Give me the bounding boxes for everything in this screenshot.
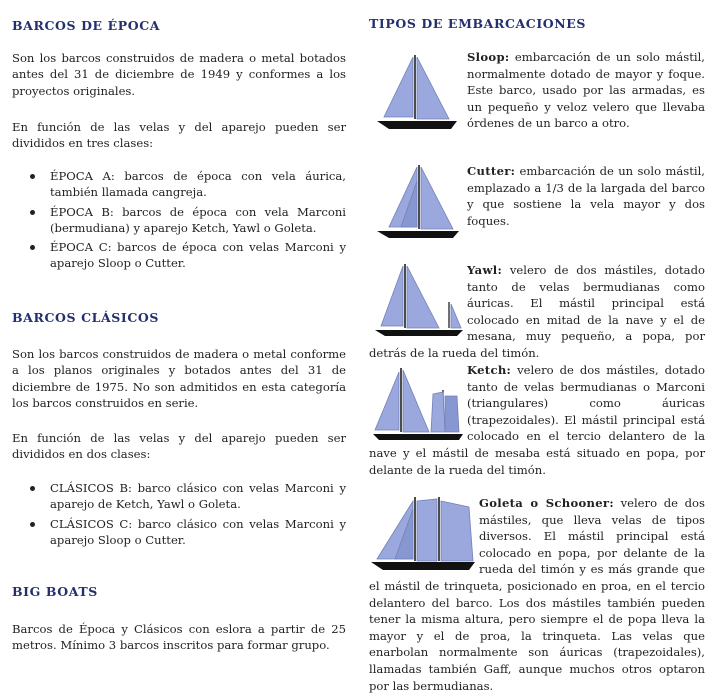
yawl-icon: [369, 262, 467, 338]
clasicos-list: [12, 480, 346, 551]
boat-name: Sloop:: [467, 50, 510, 64]
sloop-icon: [369, 49, 467, 133]
list-item: ÉPOCA A: barcos de época con vela áurica, también llamada cangreja.: [12, 168, 346, 201]
bullet-icon: [30, 522, 35, 527]
boat-name: Ketch:: [467, 363, 512, 377]
clasicos-division: En función de las velas y del aparejo pueden ser divididos en dos clases:: [12, 431, 346, 462]
boat-yawl: [369, 262, 705, 362]
boat-ketch: [369, 362, 705, 478]
ketch-icon: [369, 362, 467, 442]
boat-description: velero de dos mástiles, dotado tanto de velas bermudianas como áuricas. El mástil principal está colocado en mitad de la nave y el de mesana, muy pequeño, a popa, por detrás de la rueda del timón.: [369, 263, 705, 360]
epoca-list: [12, 168, 346, 275]
boat-description: velero de dos mástiles, dotado tanto de velas bermudianas o Marconi (triangulares) como áuricas (trapezoidales). El mástil principal está colocado en el tercio delantero de la nave y el mástil de mesaba está situado en popa, por delante de la rueda del timón.: [369, 363, 705, 477]
boat-schooner: [369, 495, 705, 694]
big-boats-text: Barcos de Época y Clásicos con eslora a partir de 25 metros. Mínimo 3 barcos inscritos para formar grupo.: [12, 622, 346, 653]
clasicos-heading: BARCOS CLÁSICOS: [12, 310, 160, 325]
list-item: ÉPOCA C: barcos de época con velas Marconi y aparejo Sloop o Cutter.: [12, 239, 346, 272]
bullet-icon: [30, 486, 35, 491]
boat-cutter: [369, 163, 705, 241]
bullet-icon: [30, 174, 35, 179]
boat-description: velero de dos mástiles, que lleva velas de tipos diversos. El mástil principal está colocado en popa, por delante de la rueda del timón y es más grande que el mástil de trinqueta, posicionado en proa, en el tercio delantero del barco. Los dos mástiles también pueden tener la misma altura, pero siempre el de popa lleva la mayor y el de proa, la trinqueta. Las velas que enarbolan normalmente son áuricas (trapezoidales), llamadas también Gaff, aunque muchos otros optaron por las bermudianas.: [369, 496, 705, 693]
boat-description: embarcación de un solo mástil, normalmente dotado de mayor y foque. Este barco, usado por las armadas, es un pequeño y veloz velero que llevaba órdenes de un barco a otro.: [467, 50, 705, 131]
boat-name: Cutter:: [467, 164, 516, 178]
list-item: ÉPOCA B: barcos de época con vela Marconi (bermudiana) y aparejo Ketch, Yawl o Goleta.: [12, 204, 346, 237]
list-item: CLÁSICOS C: barco clásico con velas Marconi y aparejo Sloop o Cutter.: [12, 516, 346, 549]
tipos-heading: TIPOS DE EMBARCACIONES: [369, 16, 587, 31]
schooner-icon: [369, 495, 479, 573]
boat-sloop: [369, 49, 705, 133]
boat-description: embarcación de un solo mástil, emplazado a 1/3 de la largada del barco y que sostiene la vela mayor y dos foques.: [467, 164, 705, 228]
boat-name: Yawl:: [467, 263, 503, 277]
bullet-icon: [30, 210, 35, 215]
clasicos-intro: Son los barcos construidos de madera o metal conforme a los planos originales y botados antes del 31 de diciembre de 1975. No son admitidos en esta categoría los barcos construidos en serie.: [12, 347, 346, 410]
cutter-icon: [369, 163, 467, 241]
epoca-intro: Son los barcos construidos de madera o metal botados antes del 31 de diciembre de 1949 y conformes a los proyectos originales.: [12, 51, 346, 98]
bullet-icon: [30, 245, 35, 250]
epoca-division: En función de las velas y del aparejo pueden ser divididos en tres clases:: [12, 120, 346, 151]
big-boats-heading: BIG BOATS: [12, 584, 98, 599]
boat-name: Goleta o Schooner:: [479, 496, 614, 510]
epoca-heading: BARCOS DE ÉPOCA: [12, 18, 161, 33]
list-item: CLÁSICOS B: barco clásico con velas Marconi y aparejo de Ketch, Yawl o Goleta.: [12, 480, 346, 513]
